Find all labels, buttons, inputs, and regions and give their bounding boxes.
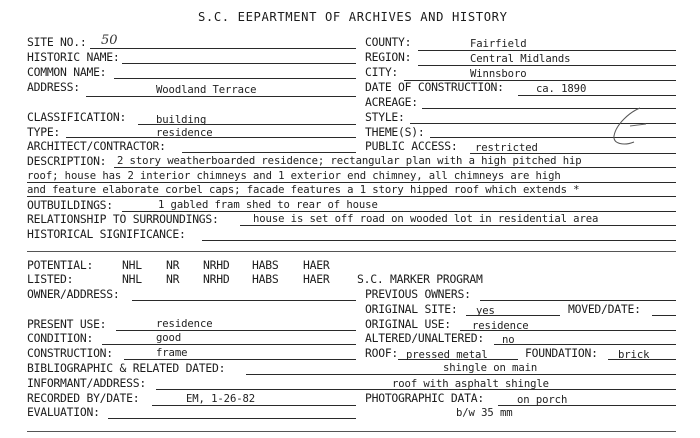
recorded-by-label: RECORDED BY/DATE: — [27, 391, 140, 405]
listed-option-haer[interactable]: HAER — [303, 272, 330, 286]
city-value[interactable]: Winnsboro — [470, 68, 527, 80]
potential-option-nhl[interactable]: NHL — [122, 258, 142, 272]
condition-line — [102, 344, 356, 345]
foundation-value[interactable]: brick — [618, 349, 650, 361]
outbuildings-label: OUTBUILDINGS: — [27, 198, 113, 212]
description-line-2[interactable]: roof; house has 2 interior chimneys and 1 exterior end chimney, all chimneys are high — [27, 170, 561, 182]
original-use-value[interactable]: residence — [472, 320, 529, 332]
construction-label: CONSTRUCTION: — [27, 346, 113, 360]
date-of-construction-value[interactable]: ca. 1890 — [536, 83, 587, 95]
previous-owners-label: PREVIOUS OWNERS: — [365, 287, 471, 301]
site-no-value[interactable]: 50 — [101, 33, 118, 48]
public-access-value[interactable]: restricted — [475, 142, 538, 154]
altered-line — [494, 344, 676, 345]
present-use-value[interactable]: residence — [156, 318, 213, 330]
date-of-construction-label: DATE OF CONSTRUCTION: — [365, 80, 504, 94]
classification-value[interactable]: building — [156, 114, 207, 126]
architect-label: ARCHITECT/CONTRACTOR: — [27, 139, 166, 153]
historical-significance-line — [202, 240, 676, 241]
architect-line — [182, 152, 356, 153]
condition-value[interactable]: good — [156, 332, 182, 344]
altered-value[interactable]: no — [502, 334, 515, 346]
type-value[interactable]: residence — [156, 127, 213, 139]
original-use-label: ORIGINAL USE: — [365, 317, 451, 331]
potential-option-habs[interactable]: HABS — [252, 258, 279, 272]
county-label: COUNTY: — [365, 35, 412, 49]
style-label: STYLE: — [365, 110, 405, 124]
relationship-label: RELATIONSHIP TO SURROUNDINGS: — [27, 212, 219, 226]
common-name-line — [114, 78, 356, 79]
photographic-data-label: PHOTOGRAPHIC DATA: — [365, 391, 484, 405]
construction-value[interactable]: frame — [156, 347, 188, 359]
original-site-label: ORIGINAL SITE: — [365, 302, 458, 316]
roof-value[interactable]: pressed metal — [406, 349, 488, 361]
marker-program-label: S.C. MARKER PROGRAM — [357, 272, 483, 286]
bibliographic-label: BIBLIOGRAPHIC & RELATED DATED: — [27, 361, 226, 375]
themes-label: THEME(S): — [365, 125, 425, 139]
listed-label: LISTED: — [27, 272, 74, 286]
relationship-value[interactable]: house is set off road on wooded lot in residential area — [253, 213, 599, 225]
description-line-1[interactable]: 2 story weatherboarded residence; rectangular plan with a high pitched hip — [117, 155, 582, 167]
historic-name-label: HISTORIC NAME: — [27, 50, 120, 64]
moved-date-line — [652, 315, 676, 316]
city-label: CITY: — [365, 65, 399, 79]
owner-address-label: OWNER/ADDRESS: — [27, 287, 120, 301]
informant-value[interactable]: roof with asphalt shingle — [392, 378, 549, 390]
previous-owners-line — [480, 300, 676, 301]
pencil-mark-icon — [600, 104, 656, 150]
owner-address-line — [132, 300, 356, 301]
foundation-label: FOUNDATION: — [525, 346, 598, 360]
form-title: S.C. EEPARTMENT OF ARCHIVES AND HISTORY — [198, 10, 508, 24]
evaluation-line — [108, 418, 356, 419]
common-name-label: COMMON NAME: — [27, 65, 107, 79]
classification-label: CLASSIFICATION: — [27, 110, 127, 124]
region-value[interactable]: Central Midlands — [470, 53, 571, 65]
roof-label: ROOF: — [365, 346, 399, 360]
public-access-label: PUBLIC ACCESS: — [365, 139, 458, 153]
listed-option-habs[interactable]: HABS — [252, 272, 279, 286]
historical-significance-label: HISTORICAL SIGNIFICANCE: — [27, 227, 186, 241]
address-label: ADDRESS: — [27, 80, 80, 94]
site-no-label: SITE NO.: — [27, 35, 87, 49]
historic-name-line — [122, 63, 356, 64]
moved-date-label: MOVED/DATE: — [568, 302, 641, 316]
description-underline-2 — [27, 182, 676, 183]
potential-option-nrhd[interactable]: NRHD — [203, 258, 230, 272]
bibliographic-value[interactable]: shingle on main — [443, 362, 538, 374]
description-underline-1 — [114, 167, 676, 168]
informant-label: INFORMANT/ADDRESS: — [27, 376, 146, 390]
county-line — [418, 50, 676, 51]
condition-label: CONDITION: — [27, 331, 94, 345]
altered-label: ALTERED/UNALTERED: — [365, 331, 484, 345]
outbuildings-value[interactable]: 1 gabled fram shed to rear of house — [158, 199, 378, 211]
original-site-value[interactable]: yes — [476, 305, 495, 317]
listed-option-nhl[interactable]: NHL — [122, 272, 142, 286]
address-value[interactable]: Woodland Terrace — [156, 84, 257, 96]
description-underline-3 — [27, 196, 676, 197]
acreage-label: ACREAGE: — [365, 95, 418, 109]
evaluation-label: EVALUATION: — [27, 405, 100, 419]
listed-option-nrhd[interactable]: NRHD — [203, 272, 230, 286]
potential-option-nr[interactable]: NR — [166, 258, 180, 272]
description-label: DESCRIPTION: — [27, 154, 107, 168]
section-divider — [27, 251, 676, 252]
county-value[interactable]: Fairfield — [470, 38, 527, 50]
recorded-by-value[interactable]: EM, 1-26-82 — [186, 393, 256, 405]
present-use-label: PRESENT USE: — [27, 317, 107, 331]
photographic-data-value[interactable]: on porch — [517, 394, 568, 406]
potential-label: POTENTIAL: — [27, 258, 94, 272]
region-label: REGION: — [365, 50, 412, 64]
bottom-rule — [27, 431, 676, 432]
type-label: TYPE: — [27, 125, 61, 139]
listed-option-nr[interactable]: NR — [166, 272, 180, 286]
potential-option-haer[interactable]: HAER — [303, 258, 330, 272]
site-no-line — [90, 48, 356, 49]
description-line-3[interactable]: and feature elaborate corbel caps; facade features a 1 story hipped roof which extends * — [27, 184, 580, 196]
evaluation-value[interactable]: b/w 35 mm — [456, 407, 513, 419]
present-use-line — [116, 330, 356, 331]
